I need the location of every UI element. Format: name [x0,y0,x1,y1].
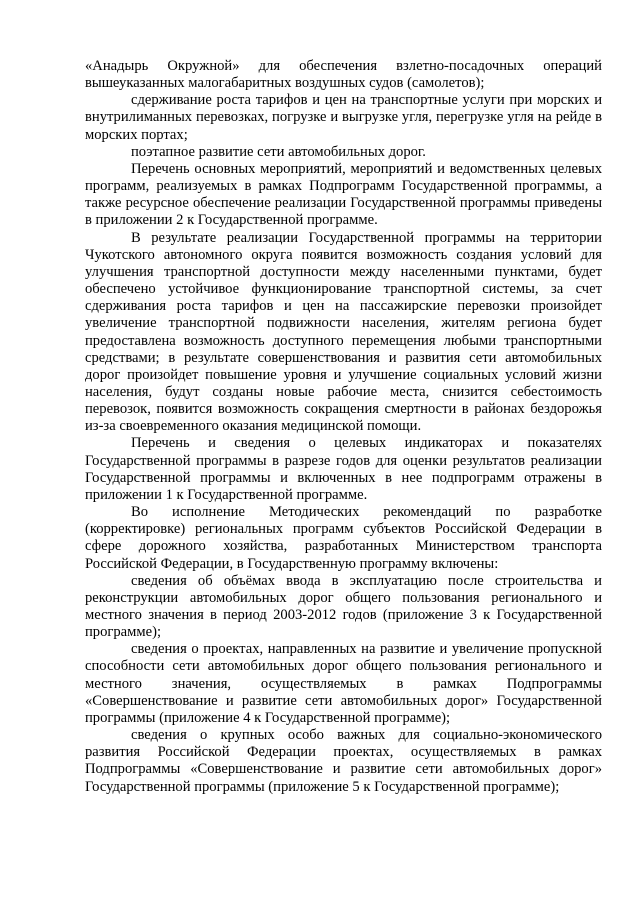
paragraph-7: Во исполнение Методических рекомендаций по разработке (корректировке) региональных программ субъектов Российской Федерации в сфере дорожного хозяйства, разработанных Министерством транспорта Российской Федерации, в Государственную программу включены: [85,504,602,572]
paragraph-10: сведения о крупных особо важных для социально-экономического развития Российской Федерации проектах, осуществляемых в рамках Подпрограммы «Совершенствование и развитие сети автомобильных дорог» Государственной программы (приложение 5 к Государственной программе); [85,727,602,795]
document-body [85,58,602,796]
paragraph-6: Перечень и сведения о целевых индикаторах и показателях Государственной программы в разрезе годов для оценки результатов реализации Государственной программы и включенных в нее подпрограмм отражены в приложении 1 к Государственной программе. [85,435,602,503]
paragraph-9: сведения о проектах, направленных на развитие и увеличение пропускной способности сети автомобильных дорог общего пользования регионального и местного значения, осуществляемых в рамках Подпрограммы «Совершенствование и развитие сети автомобильных дорог» Государственной программы (приложение 4 к Государственной программе); [85,641,602,726]
paragraph-8: сведения об объёмах ввода в эксплуатацию после строительства и реконструкции автомобильных дорог общего пользования регионального и местного значения в период 2003-2012 годов (приложение 3 к Государственной программе); [85,572,602,641]
paragraph-3: поэтапное развитие сети автомобильных дорог. [131,143,426,160]
paragraph-5: В результате реализации Государственной программы на территории Чукотского автономного округа появится возможность создания условий для улучшения транспортной доступности между населенными пунктами, будет обеспечено устойчивое функционирование транспортной системы, за счет сдерживания роста тарифов и цен на пассажирские перевозки произойдет увеличение транспортной подвижности населения, жителям региона будет предоставлена возможность доступного перемещения любыми транспортными средствами; в результате совершенствования и развития сети автомобильных дорог произойдет повышение уровня и улучшение социальных условий жизни населения, будут созданы новые рабочие места, снизится себестоимость перевозок, появится возможность сокращения смертности в районах бездорожья из-за своевременного оказания медицинской помощи. [85,229,602,435]
paragraph-4: Перечень основных мероприятий, мероприятий и ведомственных целевых программ, реализуемых в рамках Подпрограмм Государственной программы, а также ресурсное обеспечение реализации Государственной программы приведены в приложении 2 к Государственной программе. [85,160,602,229]
paragraph-1: «Анадырь Окружной» для обеспечения взлетно-посадочных операций вышеуказанных малогабаритных воздушных судов (самолетов); [85,58,602,92]
paragraph-2: сдерживание роста тарифов и цен на транспортные услуги при морских и внутрилиманных перевозках, погрузке и выгрузке угля, перегрузке угля на рейде в морских портах; [85,92,602,143]
